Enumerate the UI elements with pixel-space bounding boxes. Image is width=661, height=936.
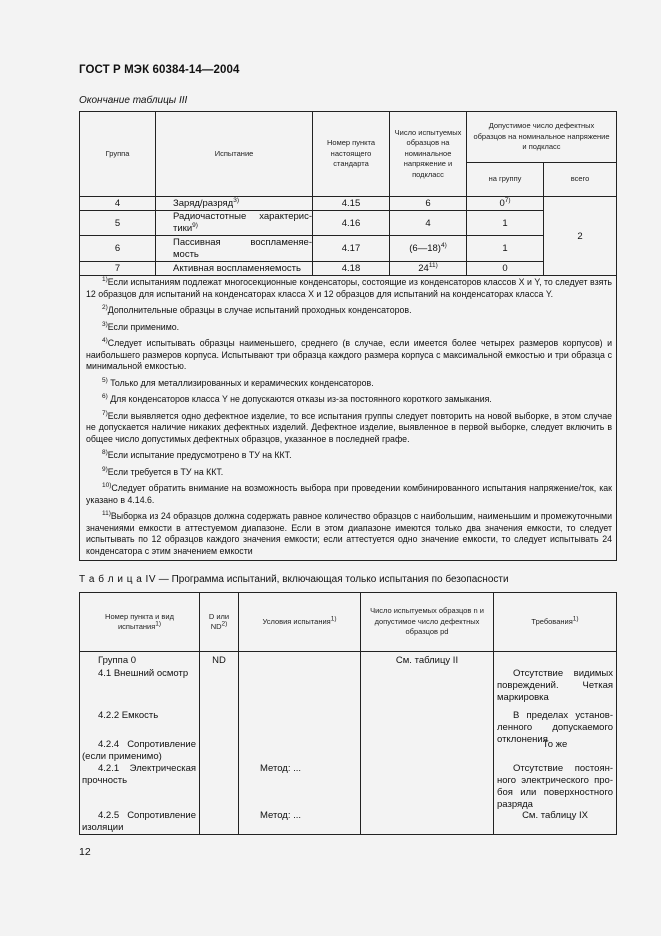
footnote: $^{7)}$Если выявляется одно дефектное изделие, то все испытания группы следует повторить на новой выборке, в этом случае не допускается наличие никаких дефектных изделий. Дефектное изделие, выявленное в первой выборке, следует включить в общее число допустимых дефектных образцов, указанное в последней графе. <box>86 409 612 444</box>
table-row: 5 Радиочастотные характерис- тики$^{9)}$ 4.16 4 1 <box>80 211 617 236</box>
footnote: $^{9)}$Если требуется в ТУ на ККТ. <box>102 465 224 477</box>
list-item: 4.2.1 Электрическая прочность <box>82 763 196 786</box>
col-header-sample-count: Число испытуемых образцов n и допустимое число дефектных образцов pd <box>361 593 494 652</box>
table-row: 6 Пассивная воспламеняе- мость 4.17 (6—18)$^{4)}$ 1 <box>80 236 617 262</box>
sample-reference: См. таблицу II <box>395 655 459 666</box>
col-header-clause-type: Номер пункта и вид испытания$^{1)}$ <box>80 593 200 652</box>
table4-body <box>80 652 617 835</box>
table-iv <box>79 592 617 835</box>
footnote: $^{1)}$Если испытаниям подлежат многосекционные конденсаторы, состоящие из конденсаторов классов X и Y, то следует взять 12 образцов для испытаний на конденсаторах класса X и 12 образцов для испытаний на конденсаторах класса Y. <box>86 276 612 299</box>
col-header-total: всего <box>544 163 617 197</box>
list-item: В пределах установ- ленного допускаемого отклонения <box>497 710 613 745</box>
footnote: $^{8)}$Если испытание предусмотрено в ТУ на ККТ. <box>102 449 292 460</box>
list-item: 4.2.5 Сопротивление изоляции <box>82 810 196 833</box>
requirements-column: Отсутствие видимых повреждений. Четкая маркировка В пределах установ- ленного допускаемого отклонения То же Отсутствие постоян- ного электрического про- боя или поверхностного разряда См. таблицу IX <box>494 652 617 835</box>
col-header-conditions: Условия испытания$^{1)}$ <box>239 593 361 652</box>
col-header-per-group: на группу <box>467 163 544 197</box>
col-header-allowed: Допустимое число дефектных образцов на номинальное напряжение и подкласс <box>467 112 617 163</box>
footnote: $^{6)}$ Для конденсаторов класса Y не допускаются отказы из-за постоянного короткого замыкания. <box>102 393 492 404</box>
footnote: $^{2)}$Дополнительные образцы в случае испытаний проходных конденсаторов. <box>102 304 412 315</box>
footnote: $^{3)}$Если применимо. <box>102 320 180 332</box>
table3-notes <box>80 276 617 561</box>
col-header-requirements: Требования$^{1)}$ <box>494 593 617 652</box>
document-header: ГОСТ Р МЭК 60384-14—2004 <box>79 64 240 76</box>
total-allowed: 2 <box>544 197 617 276</box>
col-header-dnd: D или ND$^{2)}$ <box>200 593 239 652</box>
footnote: $^{10)}$Следует обратить внимание на возможность выбора при проведении комбинированного испытания напряжение/ток, как указано в 4.14.6. <box>86 482 612 505</box>
col-header-test: Испытание <box>156 112 313 197</box>
list-item: Отсутствие видимых повреждений. Четкая маркировка <box>497 668 613 703</box>
col-header-group: Группа <box>80 112 156 197</box>
footnote: $^{4)}$Следует испытывать образцы наименьшего, среднего (в случае, если имеется более четырех размеров корпусов) и наибольшего размеров корпуса. Испытывают три образца каждого размера корпуса с максимальной емкостью и три образца с минимальной емкостью. <box>86 337 612 371</box>
table3-caption: Окончание таблицы III <box>79 95 188 106</box>
table-row: 4 Заряд/разряд$^{3)}$ 4.15 6 0$^{7)}$ 2 <box>80 197 617 211</box>
footnote: $^{11)}$Выборка из 24 образцов должна содержать равное количество образцов с наибольшим, наименьшим и промежуточными значениями емкости в аттестуемом диапазоне. Если в этом диапазоне имеются только два значения емкости, то следует испытывать по 12 образцов каждого значения емкости; если аттестуется одно значение емкости, то следует испытывать 24 конденсатора с этим значением емкости <box>86 510 612 556</box>
dnd-value: ND <box>212 655 226 666</box>
list-item: 4.2.4 Сопротивление (если применимо) <box>82 739 196 762</box>
list-item: Отсутствие постоян- ного электрического про- боя или поверхностного разряда <box>497 763 613 810</box>
footnote: $^{5)}$ Только для металлизированных и керамических конденсаторов. <box>102 376 374 388</box>
col-header-clause: Номер пункта настоящего стандарта <box>313 112 390 197</box>
table-row: 7 Активная воспламеняемость 4.18 24$^{11)}$ 0 <box>80 262 617 276</box>
col-header-count: Число испытуемых образцов на номинальное напряжение и подкласс <box>390 112 467 197</box>
page-number: 12 <box>79 846 91 858</box>
table-iii <box>79 111 617 561</box>
clause-column: Группа 0 4.1 Внешний осмотр 4.2.2 Емкость 4.2.4 Сопротивление (если применимо) 4.2.1 Электрическая прочность 4.2.5 Сопротивление изоляции <box>80 652 200 835</box>
conditions-column: Метод: ... Метод: ... <box>239 652 361 835</box>
table4-caption: Т а б л и ц а IV — Программа испытаний, включающая только испытания по безопасности <box>79 574 509 585</box>
